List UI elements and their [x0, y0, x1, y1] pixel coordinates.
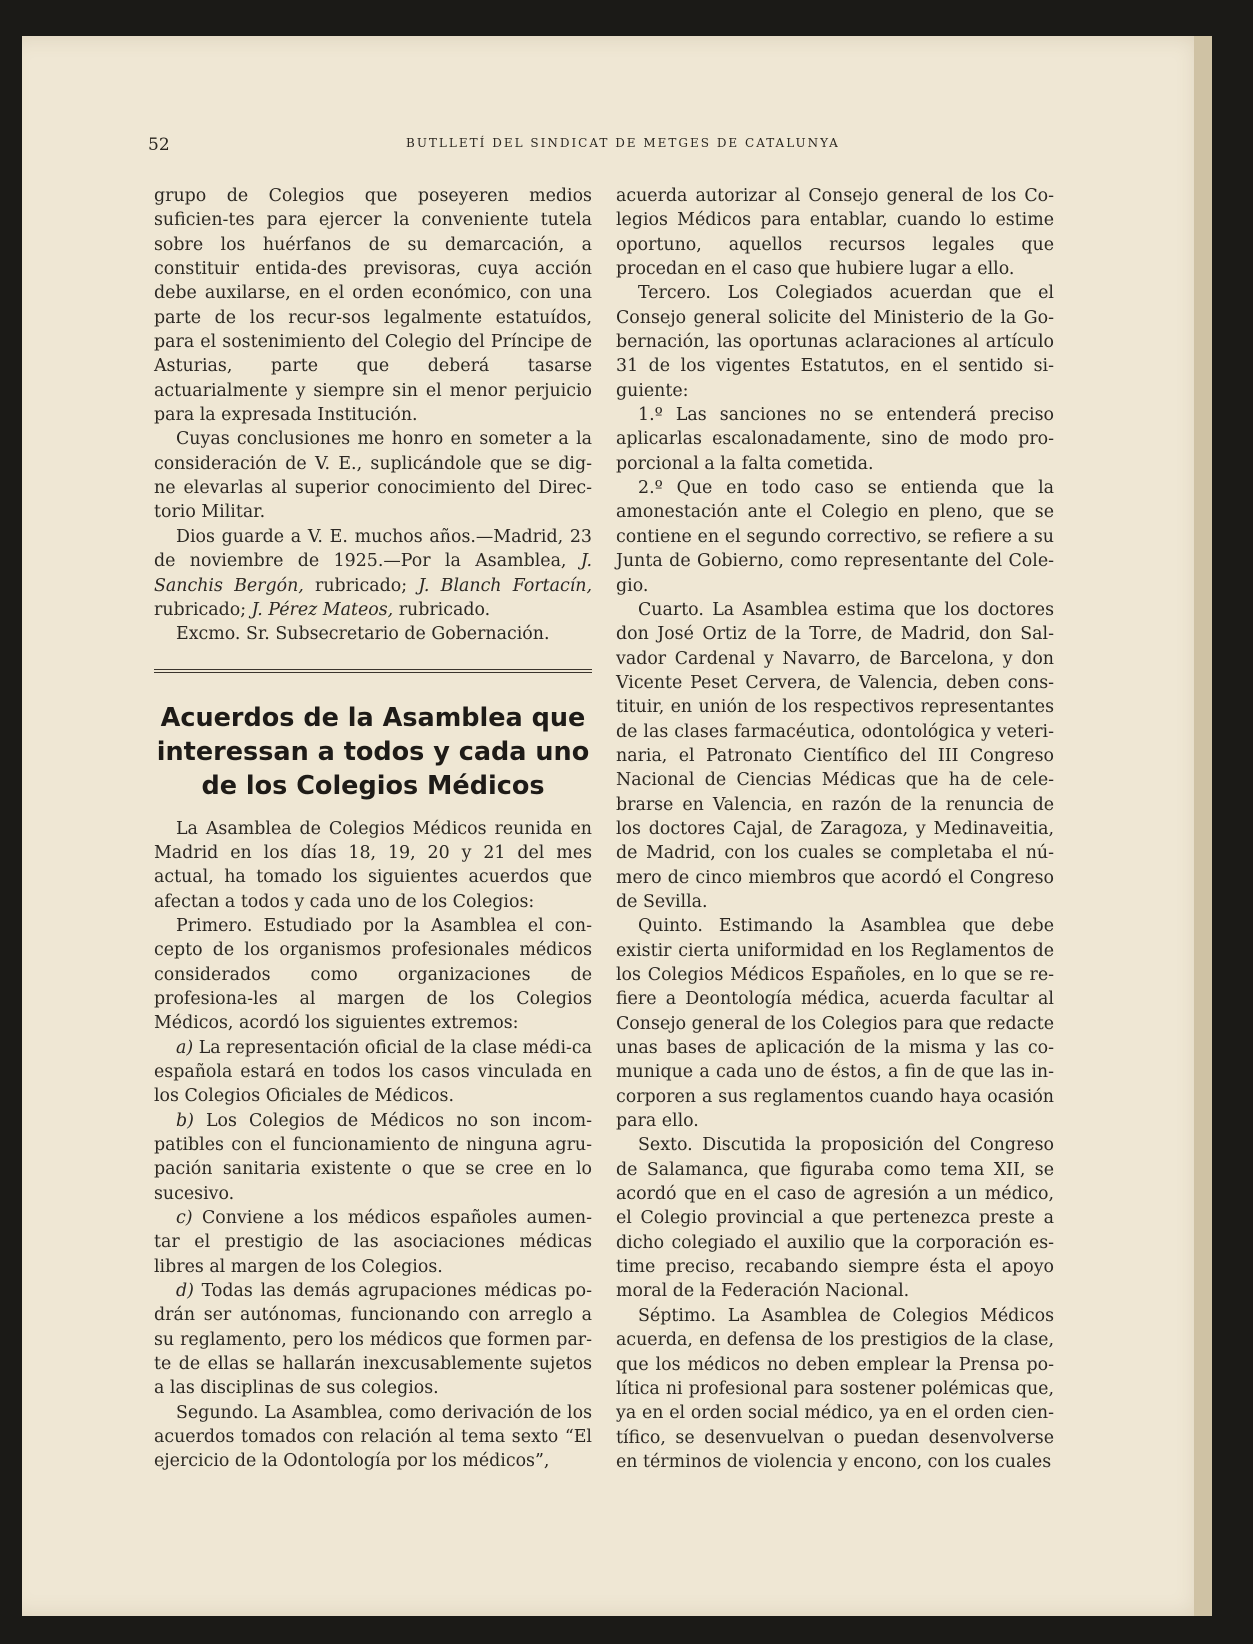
paragraph: 1.º Las sanciones no se entenderá preciso aplicarlas escalonadamente, sino de modo pro-porcional a la falta cometida. — [616, 405, 1054, 474]
list-item-label: c) — [176, 1208, 193, 1229]
paragraph: grupo de Colegios que poseyeren medios suficien-tes para ejercer la conveniente tutela sobre los huérfanos de su demarcación, a constituir entida-des previsoras, cuya acción debe auxilarse, en el orden económico, con una parte de los recur-sos legalmente estatuídos, para el sostenimiento del Colegio del Príncipe de Asturias, parte que deberá tasarse actuarialmente y siempre sin el menor perjuicio para la expresada Institución. — [154, 186, 592, 426]
paragraph: Quinto. Estimando la Asamblea que debe existir cierta uniformidad en los Reglamentos de los Colegios Médicos Españoles, en lo que se re-fiere a Deontología médica, acuerda facultar al Consejo general de los Colegios para que redacte unas bases de aplicación de la misma y las co-munique a cada uno de éstos, a fin de que las in-corporen a sus reglamentos cuando haya ocasión para ello. — [616, 916, 1054, 1132]
list-item — [154, 1206, 592, 1279]
list-item-text: Todas las demás agrupaciones médicas po-drán ser autónomas, funcionando con arreglo a su reglamento, pero los médicos que formen par-te de ellas se hallarán inexcusablemente sujetos a las disciplinas de sus colegios. — [154, 1281, 592, 1399]
list-item — [154, 1279, 592, 1401]
paragraph: Cuarto. La Asamblea estima que los doctores don José Ortiz de la Torre, de Madrid, don Sal-vador Cardenal y Navarro, de Barcelona, y don Vicente Peset Cervera, de Valencia, deben cons-tituir, en unión de los respectivos representantes de las clases farmacéutica, odontológica y veteri-naria, el Patronato Científico del III Congreso Nacional de Ciencias Médicas que ha de cele-brarse en Valencia, en razón de la renuncia de los doctores Cajal, de Zaragoza, y Medinaveitia, de Madrid, con los cuales se completaba el nú-mero de cinco miembros que acordó el Congreso de Sevilla. — [616, 599, 1054, 912]
list-item-text: Los Colegios de Médicos no son incom-patibles con el funcionamiento de ninguna agru-pación sanitaria existente o que se cree en lo sucesivo. — [154, 1110, 592, 1204]
paragraph: Segundo. La Asamblea, como derivación de los acuerdos tomados con relación al tema sexto “El ejercicio de la Odontología por los médicos”, — [154, 1402, 592, 1472]
journal-page — [22, 36, 1212, 1616]
list-item-label: a) — [176, 1037, 194, 1058]
list-item-text: Conviene a los médicos españoles aumen-tar el prestigio de las asociaciones médicas libres al margen de los Colegios. — [154, 1208, 592, 1277]
section-heading: Acuerdos de la Asamblea que interessan a todos y cada uno de los Colegios Médicos — [156, 702, 590, 801]
paragraph: Sexto. Discutida la proposición del Congreso de Salamanca, que figuraba como tema XII, se acordó que en el caso de agresión a un médico, el Colegio provincial a que pertenezca preste a dicho colegiado el auxilio que la corporación es-time preciso, recabando siempre ésta el apoyo moral de la Federación Nacional. — [616, 1135, 1054, 1302]
paragraph: Séptimo. La Asamblea de Colegios Médicos acuerda, en defensa de los prestigios de la clase, que los médicos no deben emplear la Prensa po-lítica ni profesional para sostener polémicas que, ya en el orden social médico, ya en el orden cien-tífico, se desenvuelvan o puedan desenvolverse en términos de violencia y encono, con los cuales — [616, 1305, 1054, 1472]
section-divider — [154, 669, 592, 673]
signatory-name: J. Pérez Mateos, — [251, 599, 394, 620]
running-header: BUTLLETÍ DEL SINDICAT DE METGES DE CATALUNYA — [406, 136, 840, 150]
right-column — [616, 184, 1054, 1474]
left-column — [154, 184, 592, 1474]
signature-paragraph — [154, 525, 592, 622]
signatory-name: J. Sanchis Bergón, — [154, 551, 592, 596]
list-item-label: d) — [176, 1281, 194, 1302]
list-item-text: La representación oficial de la clase médi-ca española estará en todos los casos vinculada en los Colegios Oficiales de Médicos. — [154, 1037, 592, 1107]
paragraph: Primero. Estudiado por la Asamblea el con-cepto de los organismos profesionales médicos considerados como organizaciones de profesiona-les al margen de los Colegios Médicos, acordó los siguientes extremos: — [154, 915, 592, 1034]
addressee: Excmo. Sr. Subsecretario de Gobernación. — [176, 624, 550, 645]
signature-text: rubricado; — [303, 575, 419, 596]
page-spine-shadow — [1194, 36, 1212, 1616]
paragraph: 2.º Que en todo caso se entienda que la amonestación ante el Colegio en pleno, que se contiene en el segundo correctivo, se refiere a su Junta de Gobierno, como representante del Cole-gio. — [616, 478, 1054, 596]
page-number: 52 — [148, 135, 170, 155]
signature-text: Dios guarde a V. E. muchos años.—Madrid, 23 de noviembre de 1925.—Por la Asamblea, — [154, 526, 592, 572]
paragraph: acuerda autorizar al Consejo general de los Co-legios Médicos para entablar, cuando lo estime oportuno, aquellos recursos legales que procedan en el caso que hubiere lugar a ello. — [616, 186, 1054, 280]
list-item-label: b) — [176, 1110, 194, 1131]
list-item — [154, 1109, 592, 1206]
paragraph: La Asamblea de Colegios Médicos reunida en Madrid en los días 18, 19, 20 y 21 del mes actual, ha tomado los siguientes acuerdos que afectan a todos y cada uno de los Colegios: — [154, 818, 592, 912]
paragraph: Cuyas conclusiones me honro en someter a la consideración de V. E., suplicándole que se dig-ne elevarlas al superior conocimiento del Direc-torio Militar. — [154, 429, 592, 523]
paragraph: Tercero. Los Colegiados acuerdan que el Consejo general solicite del Ministerio de la Go-bernación, las oportunas aclaraciones al artículo 31 de los vigentes Estatutos, en el sentido si-guiente: — [616, 283, 1054, 401]
signatory-name: J. Blanch Fortacín, — [418, 575, 592, 596]
signature-text: rubricado. — [393, 599, 491, 620]
list-item — [154, 1036, 592, 1109]
signature-text: rubricado; — [154, 599, 252, 620]
